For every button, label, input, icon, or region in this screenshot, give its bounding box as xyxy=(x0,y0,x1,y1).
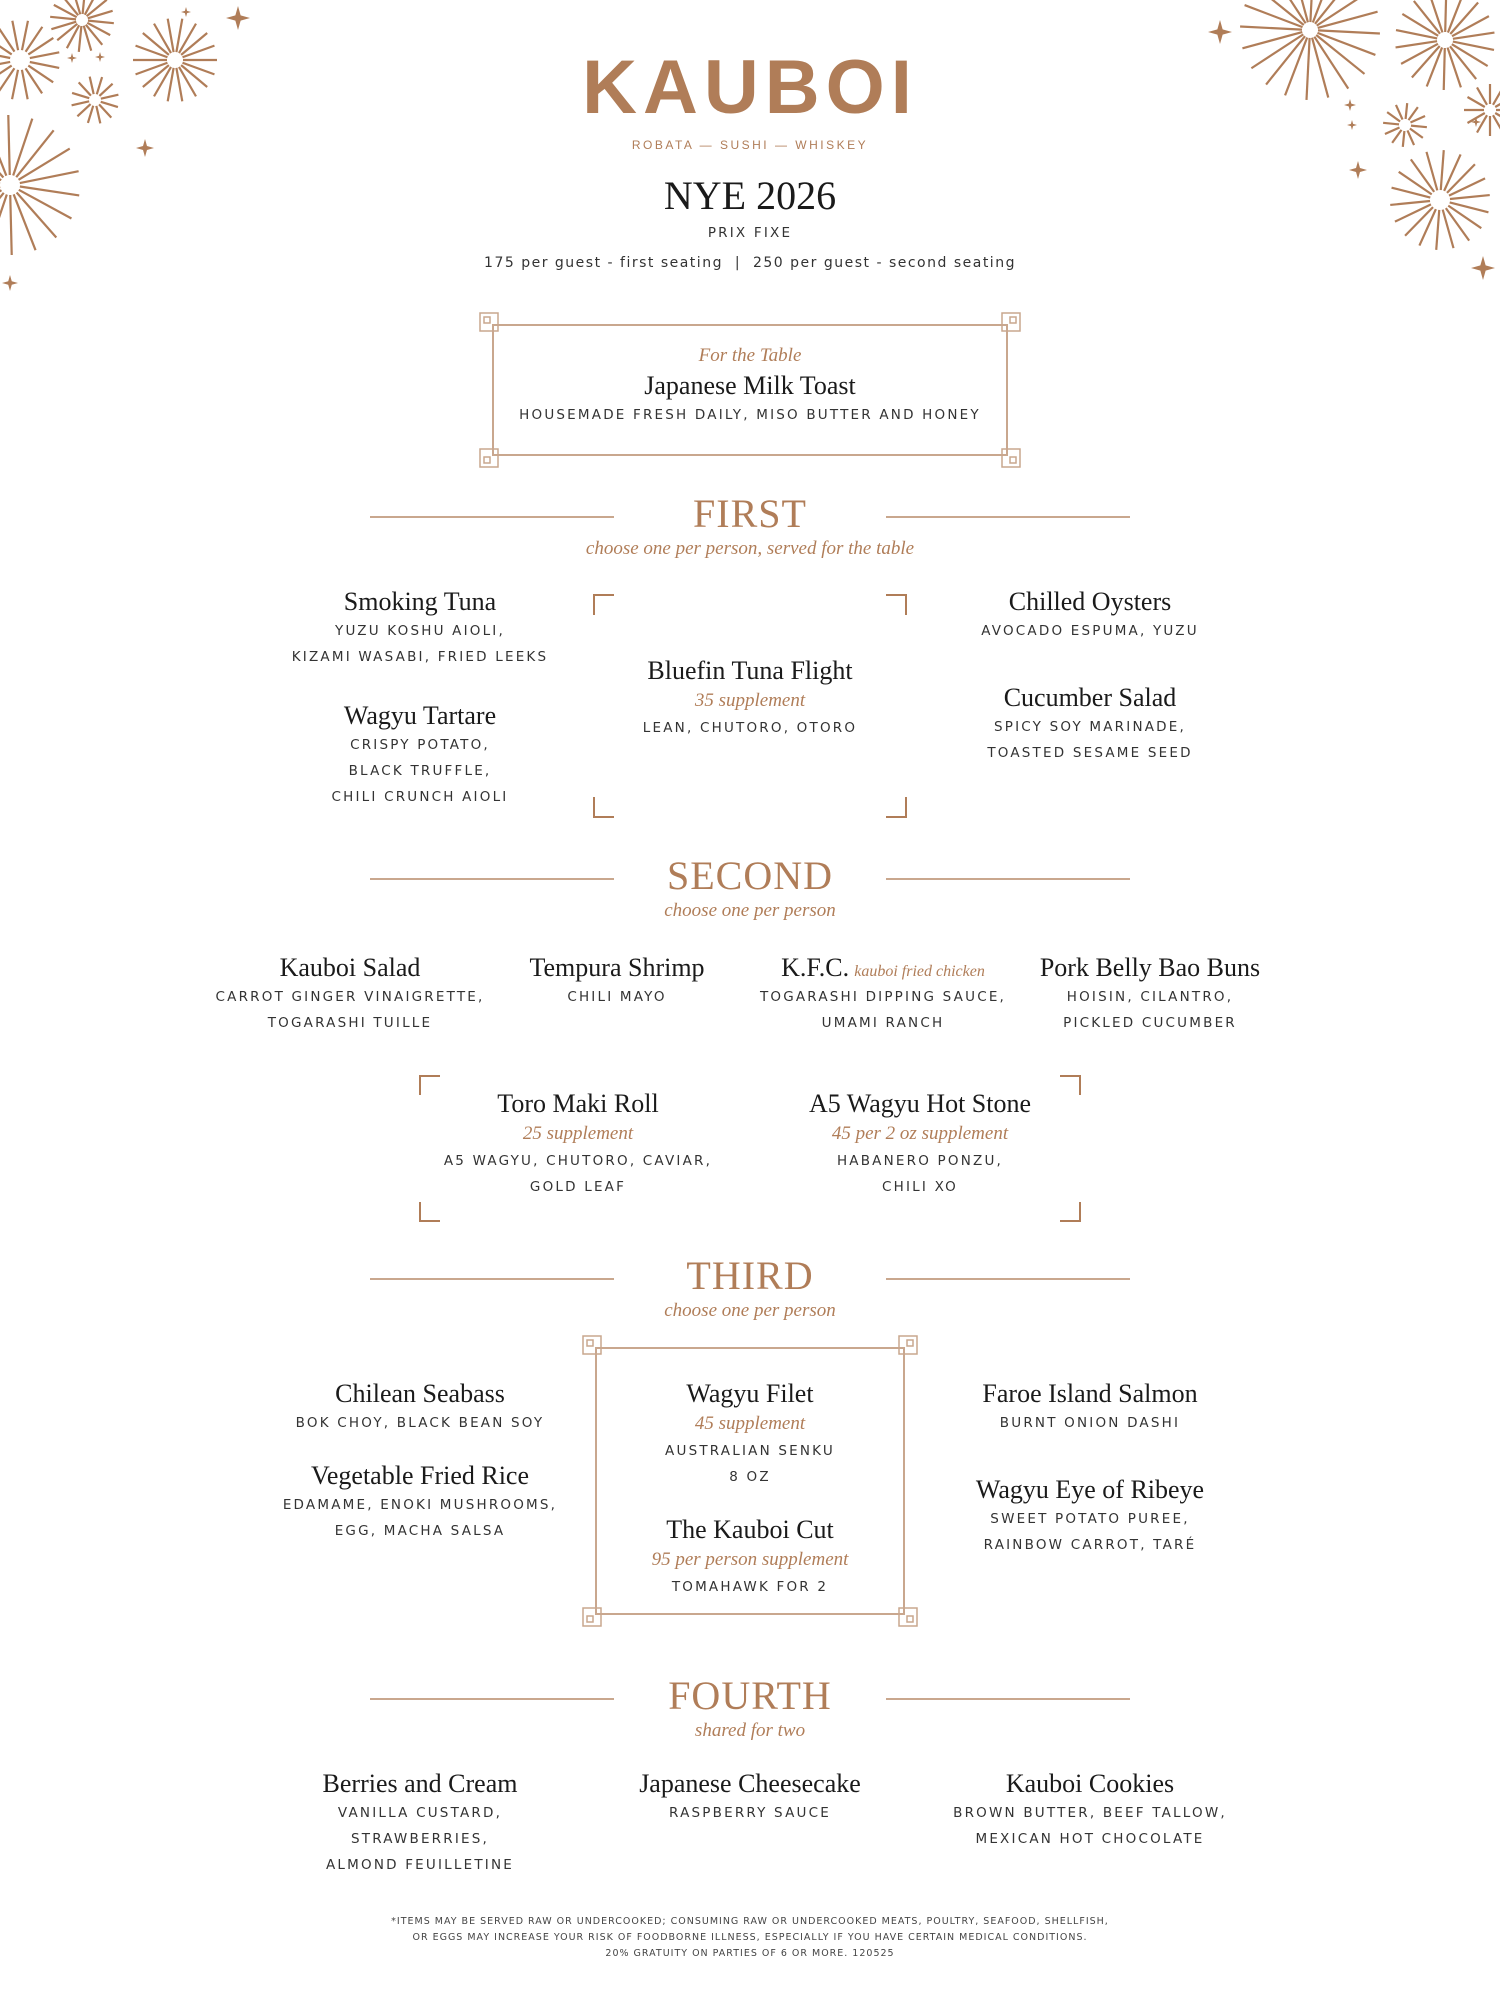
sparkle-icon xyxy=(226,6,250,30)
third-item-vegetable-fried-rice xyxy=(260,1460,580,1544)
dish-desc: MEXICAN HOT CHOCOLATE xyxy=(975,1831,1205,1847)
fourth-item-berries-and-cream xyxy=(270,1768,570,1878)
dish-supplement: 25 supplement xyxy=(522,1123,634,1144)
sparkle-icon xyxy=(2,275,18,291)
firework-ray xyxy=(1318,30,1380,33)
dish-name-row xyxy=(743,952,1023,984)
dish-name: A5 Wagyu Hot Stone xyxy=(808,1089,1032,1118)
dish-desc: STRAWBERRIES, xyxy=(350,1831,490,1847)
dish-desc: ALMOND FEUILLETINE xyxy=(325,1857,514,1873)
third-item-faroe-island-salmon xyxy=(940,1378,1240,1436)
dish-desc: UMAMI RANCH xyxy=(821,1015,945,1031)
dish-desc: GOLD LEAF xyxy=(529,1179,627,1195)
table-course-label: For the Table xyxy=(698,345,802,366)
dish-name: Berries and Cream xyxy=(322,1769,518,1798)
dish-desc: CRISPY POTATO, xyxy=(350,737,490,753)
dish-desc: EDAMAME, ENOKI MUSHROOMS, xyxy=(282,1497,558,1513)
dish-name: Kauboi Cookies xyxy=(1005,1769,1175,1798)
sparkle-icon xyxy=(1208,20,1232,44)
fourth-item-japanese-cheesecake xyxy=(600,1768,900,1826)
dish-name: Smoking Tuna xyxy=(343,587,497,616)
fourth-item-kauboi-cookies xyxy=(920,1768,1260,1852)
dish-desc: PICKLED CUCUMBER xyxy=(1063,1015,1237,1031)
second-item-a5-wagyu-hot-stone xyxy=(770,1088,1070,1200)
dish-desc: CHILI MAYO xyxy=(567,989,667,1005)
second-item-tempura-shrimp xyxy=(497,952,737,1010)
dish-name: Toro Maki Roll xyxy=(497,1089,659,1118)
brand-logo: KAUBOI xyxy=(582,45,918,130)
dish-name: Bluefin Tuna Flight xyxy=(647,656,853,685)
second-course-subtitle: choose one per person xyxy=(664,900,836,921)
third-course-subtitle: choose one per person xyxy=(664,1300,836,1321)
dish-name: K.F.C. xyxy=(781,953,850,982)
dish-desc: AUSTRALIAN SENKU xyxy=(665,1443,835,1459)
dish-desc: CARROT GINGER VINAIGRETTE, xyxy=(215,989,485,1005)
fourth-course-title: FOURTH xyxy=(668,1673,832,1718)
third-course-title: THIRD xyxy=(686,1253,814,1298)
second-item-toro-maki-roll xyxy=(420,1088,736,1200)
dish-name: Tempura Shrimp xyxy=(529,953,705,982)
dish-name: Vegetable Fried Rice xyxy=(310,1461,530,1490)
firework-ray xyxy=(1410,129,1423,138)
dish-desc: AVOCADO ESPUMA, YUZU xyxy=(981,623,1199,639)
firework-ray xyxy=(1292,0,1308,22)
dish-name: Wagyu Filet xyxy=(686,1379,814,1408)
dish-name: Wagyu Eye of Ribeye xyxy=(975,1475,1205,1504)
menu-type: PRIX FIXE xyxy=(707,225,793,241)
dish-name: Chilled Oysters xyxy=(1008,587,1172,616)
dish-supplement: 35 supplement xyxy=(694,690,806,711)
dish-desc: TOGARASHI TUILLE xyxy=(267,1015,433,1031)
firework-ray xyxy=(1445,0,1446,32)
dish-name: Pork Belly Bao Buns xyxy=(1039,953,1261,982)
first-item-bluefin-tuna-flight xyxy=(600,655,900,741)
dish-name: Wagyu Tartare xyxy=(343,701,497,730)
second-course-title: SECOND xyxy=(666,853,834,898)
dish-desc: RAINBOW CARROT, TARÉ xyxy=(983,1537,1197,1553)
first-course-subtitle: choose one per person, served for the table xyxy=(585,538,915,559)
dish-desc: HOISIN, CILANTRO, xyxy=(1066,989,1234,1005)
firework-ray xyxy=(1385,127,1400,134)
firework-ray xyxy=(83,0,86,14)
footer-disclaimer xyxy=(0,1914,1500,1962)
dish-desc: VANILLA CUSTARD, xyxy=(337,1805,503,1821)
dish-name: Chilean Seabass xyxy=(335,1379,505,1408)
first-item-chilled-oysters xyxy=(940,586,1240,644)
dish-desc: SPICY SOY MARINADE, xyxy=(993,719,1186,735)
dish-supplement: 95 per person supplement xyxy=(651,1549,849,1570)
second-item-kfc xyxy=(743,952,1023,1036)
dish-desc: SWEET POTATO PUREE, xyxy=(990,1511,1190,1527)
footer-line: 20% GRATUITY ON PARTIES OF 6 OR MORE. 120525 xyxy=(605,1948,895,1959)
second-item-pork-belly-bao xyxy=(1020,952,1280,1036)
firework-ray xyxy=(22,21,28,50)
dish-desc: TOASTED SESAME SEED xyxy=(987,745,1193,761)
dish-desc: A5 WAGYU, CHUTORO, CAVIAR, xyxy=(443,1153,713,1169)
dish-name: Cucumber Salad xyxy=(1003,683,1177,712)
dish-desc: KIZAMI WASABI, FRIED LEEKS xyxy=(291,649,549,665)
firework-ray xyxy=(12,21,18,50)
firework-ray xyxy=(88,21,114,24)
pricing-line: 175 per guest - first seating | 250 per guest - second seating xyxy=(484,255,1016,271)
first-item-wagyu-tartare xyxy=(270,700,570,810)
dish-desc: BOK CHOY, BLACK BEAN SOY xyxy=(295,1415,545,1431)
third-item-kauboi-cut xyxy=(600,1514,900,1600)
dish-desc: LEAN, CHUTORO, OTORO xyxy=(642,720,858,736)
firework-ray xyxy=(1310,0,1313,22)
dish-desc: HABANERO PONZU, xyxy=(836,1153,1004,1169)
third-item-chilean-seabass xyxy=(270,1378,570,1436)
first-course-title: FIRST xyxy=(693,491,807,536)
dish-desc: TOMAHAWK FOR 2 xyxy=(671,1579,829,1595)
dish-desc: TOGARASHI DIPPING SAUCE, xyxy=(759,989,1007,1005)
footer-line: *ITEMS MAY BE SERVED RAW OR UNDERCOOKED; CONSUMING RAW OR UNDERCOOKED MEATS, POULTRY, SEAFOOD, SHELLFISH, xyxy=(391,1916,1109,1927)
third-item-wagyu-filet xyxy=(600,1378,900,1490)
dish-desc: CHILI XO xyxy=(882,1179,958,1195)
dish-note: kauboi fried chicken xyxy=(854,963,985,980)
table-course-dish: Japanese Milk Toast xyxy=(644,371,856,400)
first-item-smoking-tuna xyxy=(270,586,570,670)
dish-name: The Kauboi Cut xyxy=(666,1515,834,1544)
firework-ray xyxy=(1240,27,1302,30)
brand-tagline: ROBATA — SUSHI — WHISKEY xyxy=(631,138,869,152)
dish-desc: 8 OZ xyxy=(729,1469,771,1485)
firework-ray xyxy=(50,17,76,20)
sparkle-icon xyxy=(181,7,191,17)
table-course-description: HOUSEMADE FRESH DAILY, MISO BUTTER AND HONEY xyxy=(519,407,981,423)
dish-desc: YUZU KOSHU AIOLI, xyxy=(335,623,505,639)
dish-name: Japanese Cheesecake xyxy=(639,1769,861,1798)
footer-line: OR EGGS MAY INCREASE YOUR RISK OF FOODBORNE ILLNESS, ESPECIALLY IF YOU HAVE CERTAIN MEDICAL CONDITIONS. xyxy=(412,1932,1088,1943)
dish-supplement: 45 per 2 oz supplement xyxy=(831,1123,1009,1144)
second-item-kauboi-salad xyxy=(200,952,500,1036)
dish-desc: BURNT ONION DASHI xyxy=(999,1415,1181,1431)
dish-desc: BLACK TRUFFLE, xyxy=(348,763,492,779)
dish-desc: BROWN BUTTER, BEEF TALLOW, xyxy=(953,1805,1227,1821)
dish-name: Kauboi Salad xyxy=(279,953,421,982)
event-title: NYE 2026 xyxy=(663,173,837,218)
second-premium-brackets xyxy=(0,1070,1500,1230)
dish-desc: RASPBERRY SAUCE xyxy=(669,1805,831,1821)
dish-supplement: 45 supplement xyxy=(694,1413,806,1434)
third-item-wagyu-eye-of-ribeye xyxy=(940,1474,1240,1558)
dish-name: Faroe Island Salmon xyxy=(982,1379,1198,1408)
first-item-cucumber-salad xyxy=(940,682,1240,766)
dish-desc: CHILI CRUNCH AIOLI xyxy=(331,789,509,805)
dish-desc: EGG, MACHA SALSA xyxy=(334,1523,506,1539)
fourth-course-subtitle: shared for two xyxy=(694,1720,806,1741)
